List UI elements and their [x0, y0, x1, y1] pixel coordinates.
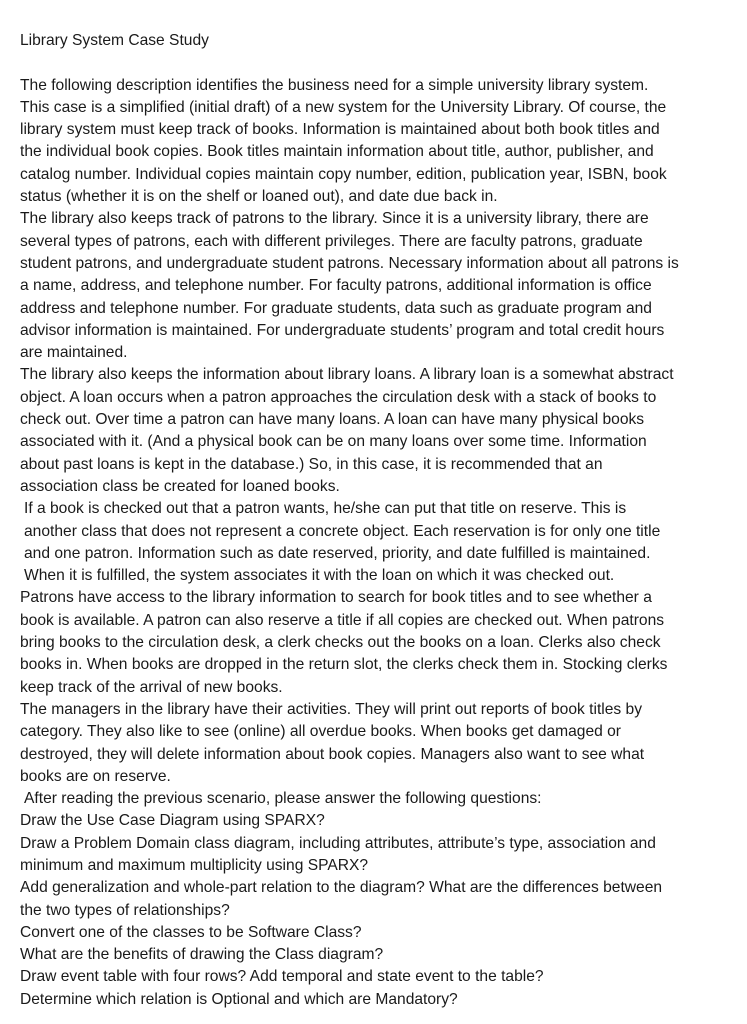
- text-line: a name, address, and telephone number. For faculty patrons, additional information is office: [20, 277, 652, 295]
- question-item: [20, 810, 738, 832]
- text-line: bring books to the circulation desk, a clerk checks out the books on a loan. Clerks also check: [20, 634, 661, 652]
- text-line: object. A loan occurs when a patron approaches the circulation desk with a stack of books to: [20, 388, 657, 406]
- question-line: Draw event table with four rows? Add temporal and state event to the table?: [20, 968, 544, 986]
- paragraph: [20, 699, 738, 788]
- document-page: [20, 30, 738, 1011]
- text-line: When it is fulfilled, the system associates it with the loan on which it was checked out.: [24, 567, 615, 585]
- text-line: associated with it. (And a physical book can be on many loans over some time. Information: [20, 433, 647, 451]
- text-line: This case is a simplified (initial draft) of a new system for the University Library. Of course, the: [20, 98, 667, 116]
- question-item: [20, 877, 738, 922]
- text-line: several types of patrons, each with different privileges. There are faculty patrons, graduate: [20, 232, 643, 250]
- question-item: [20, 989, 738, 1011]
- text-line: the individual book copies. Book titles maintain information about title, author, publisher, and: [20, 143, 654, 161]
- text-line: address and telephone number. For graduate students, data such as graduate program and: [20, 299, 652, 317]
- text-line: The managers in the library have their activities. They will print out reports of book titles by: [20, 700, 643, 718]
- text-line: association class be created for loaned books.: [20, 477, 340, 495]
- paragraph: [20, 208, 738, 364]
- text-line: advisor information is maintained. For undergraduate students’ program and total credit hours: [20, 321, 665, 339]
- paragraph: [20, 587, 738, 698]
- question-item: [20, 966, 738, 988]
- text-line: library system must keep track of books. Information is maintained about both book titles and: [20, 121, 660, 139]
- paragraph: [20, 788, 738, 810]
- text-line: check out. Over time a patron can have many loans. A loan can have many physical books: [20, 411, 645, 429]
- paragraph: [20, 364, 738, 498]
- text-line: student patrons, and undergraduate student patrons. Necessary information about all patrons is: [20, 254, 679, 272]
- question-line: Determine which relation is Optional and which are Mandatory?: [20, 990, 458, 1008]
- question-item: [20, 944, 738, 966]
- question-list: [20, 810, 738, 1011]
- text-line: and one patron. Information such as date reserved, priority, and date fulfilled is maintained.: [24, 544, 651, 562]
- question-item: [20, 833, 738, 878]
- question-line: Convert one of the classes to be Software Class?: [20, 923, 362, 941]
- paragraph: [20, 75, 738, 209]
- question-line: Draw the Use Case Diagram using SPARX?: [20, 812, 325, 830]
- paragraph: [20, 498, 738, 587]
- text-line: Patrons have access to the library information to search for book titles and to see whether a: [20, 589, 652, 607]
- question-line: minimum and maximum multiplicity using SPARX?: [20, 856, 369, 874]
- text-line: catalog number. Individual copies maintain copy number, edition, publication year, ISBN, book: [20, 165, 667, 183]
- document-title: Library System Case Study: [20, 32, 209, 49]
- document-body: [20, 75, 738, 811]
- text-line: After reading the previous scenario, please answer the following questions:: [24, 790, 542, 808]
- text-line: book is available. A patron can also reserve a title if all copies are checked out. When patrons: [20, 611, 665, 629]
- text-line: about past loans is kept in the database.) So, in this case, it is recommended that an: [20, 455, 603, 473]
- text-line: The library also keeps track of patrons to the library. Since it is a university library, there are: [20, 210, 649, 228]
- text-line: books in. When books are dropped in the return slot, the clerks check them in. Stocking clerks: [20, 656, 668, 674]
- text-line: status (whether it is on the shelf or loaned out), and date due back in.: [20, 188, 498, 206]
- text-line: The following description identifies the business need for a simple university library system.: [20, 76, 649, 94]
- question-line: What are the benefits of drawing the Class diagram?: [20, 946, 384, 964]
- question-line: Draw a Problem Domain class diagram, including attributes, attribute’s type, association and: [20, 834, 656, 852]
- text-line: category. They also like to see (online) all overdue books. When books get damaged or: [20, 723, 621, 741]
- question-item: [20, 922, 738, 944]
- question-line: the two types of relationships?: [20, 901, 230, 919]
- question-line: Add generalization and whole-part relation to the diagram? What are the differences between: [20, 879, 663, 897]
- text-line: destroyed, they will delete information about book copies. Managers also want to see what: [20, 745, 645, 763]
- text-line: The library also keeps the information about library loans. A library loan is a somewhat abstract: [20, 366, 674, 384]
- text-line: books are on reserve.: [20, 767, 171, 785]
- text-line: keep track of the arrival of new books.: [20, 678, 283, 696]
- text-line: are maintained.: [20, 344, 128, 362]
- text-line: another class that does not represent a concrete object. Each reservation is for only one title: [24, 522, 661, 540]
- text-line: If a book is checked out that a patron wants, he/she can put that title on reserve. This is: [24, 500, 627, 518]
